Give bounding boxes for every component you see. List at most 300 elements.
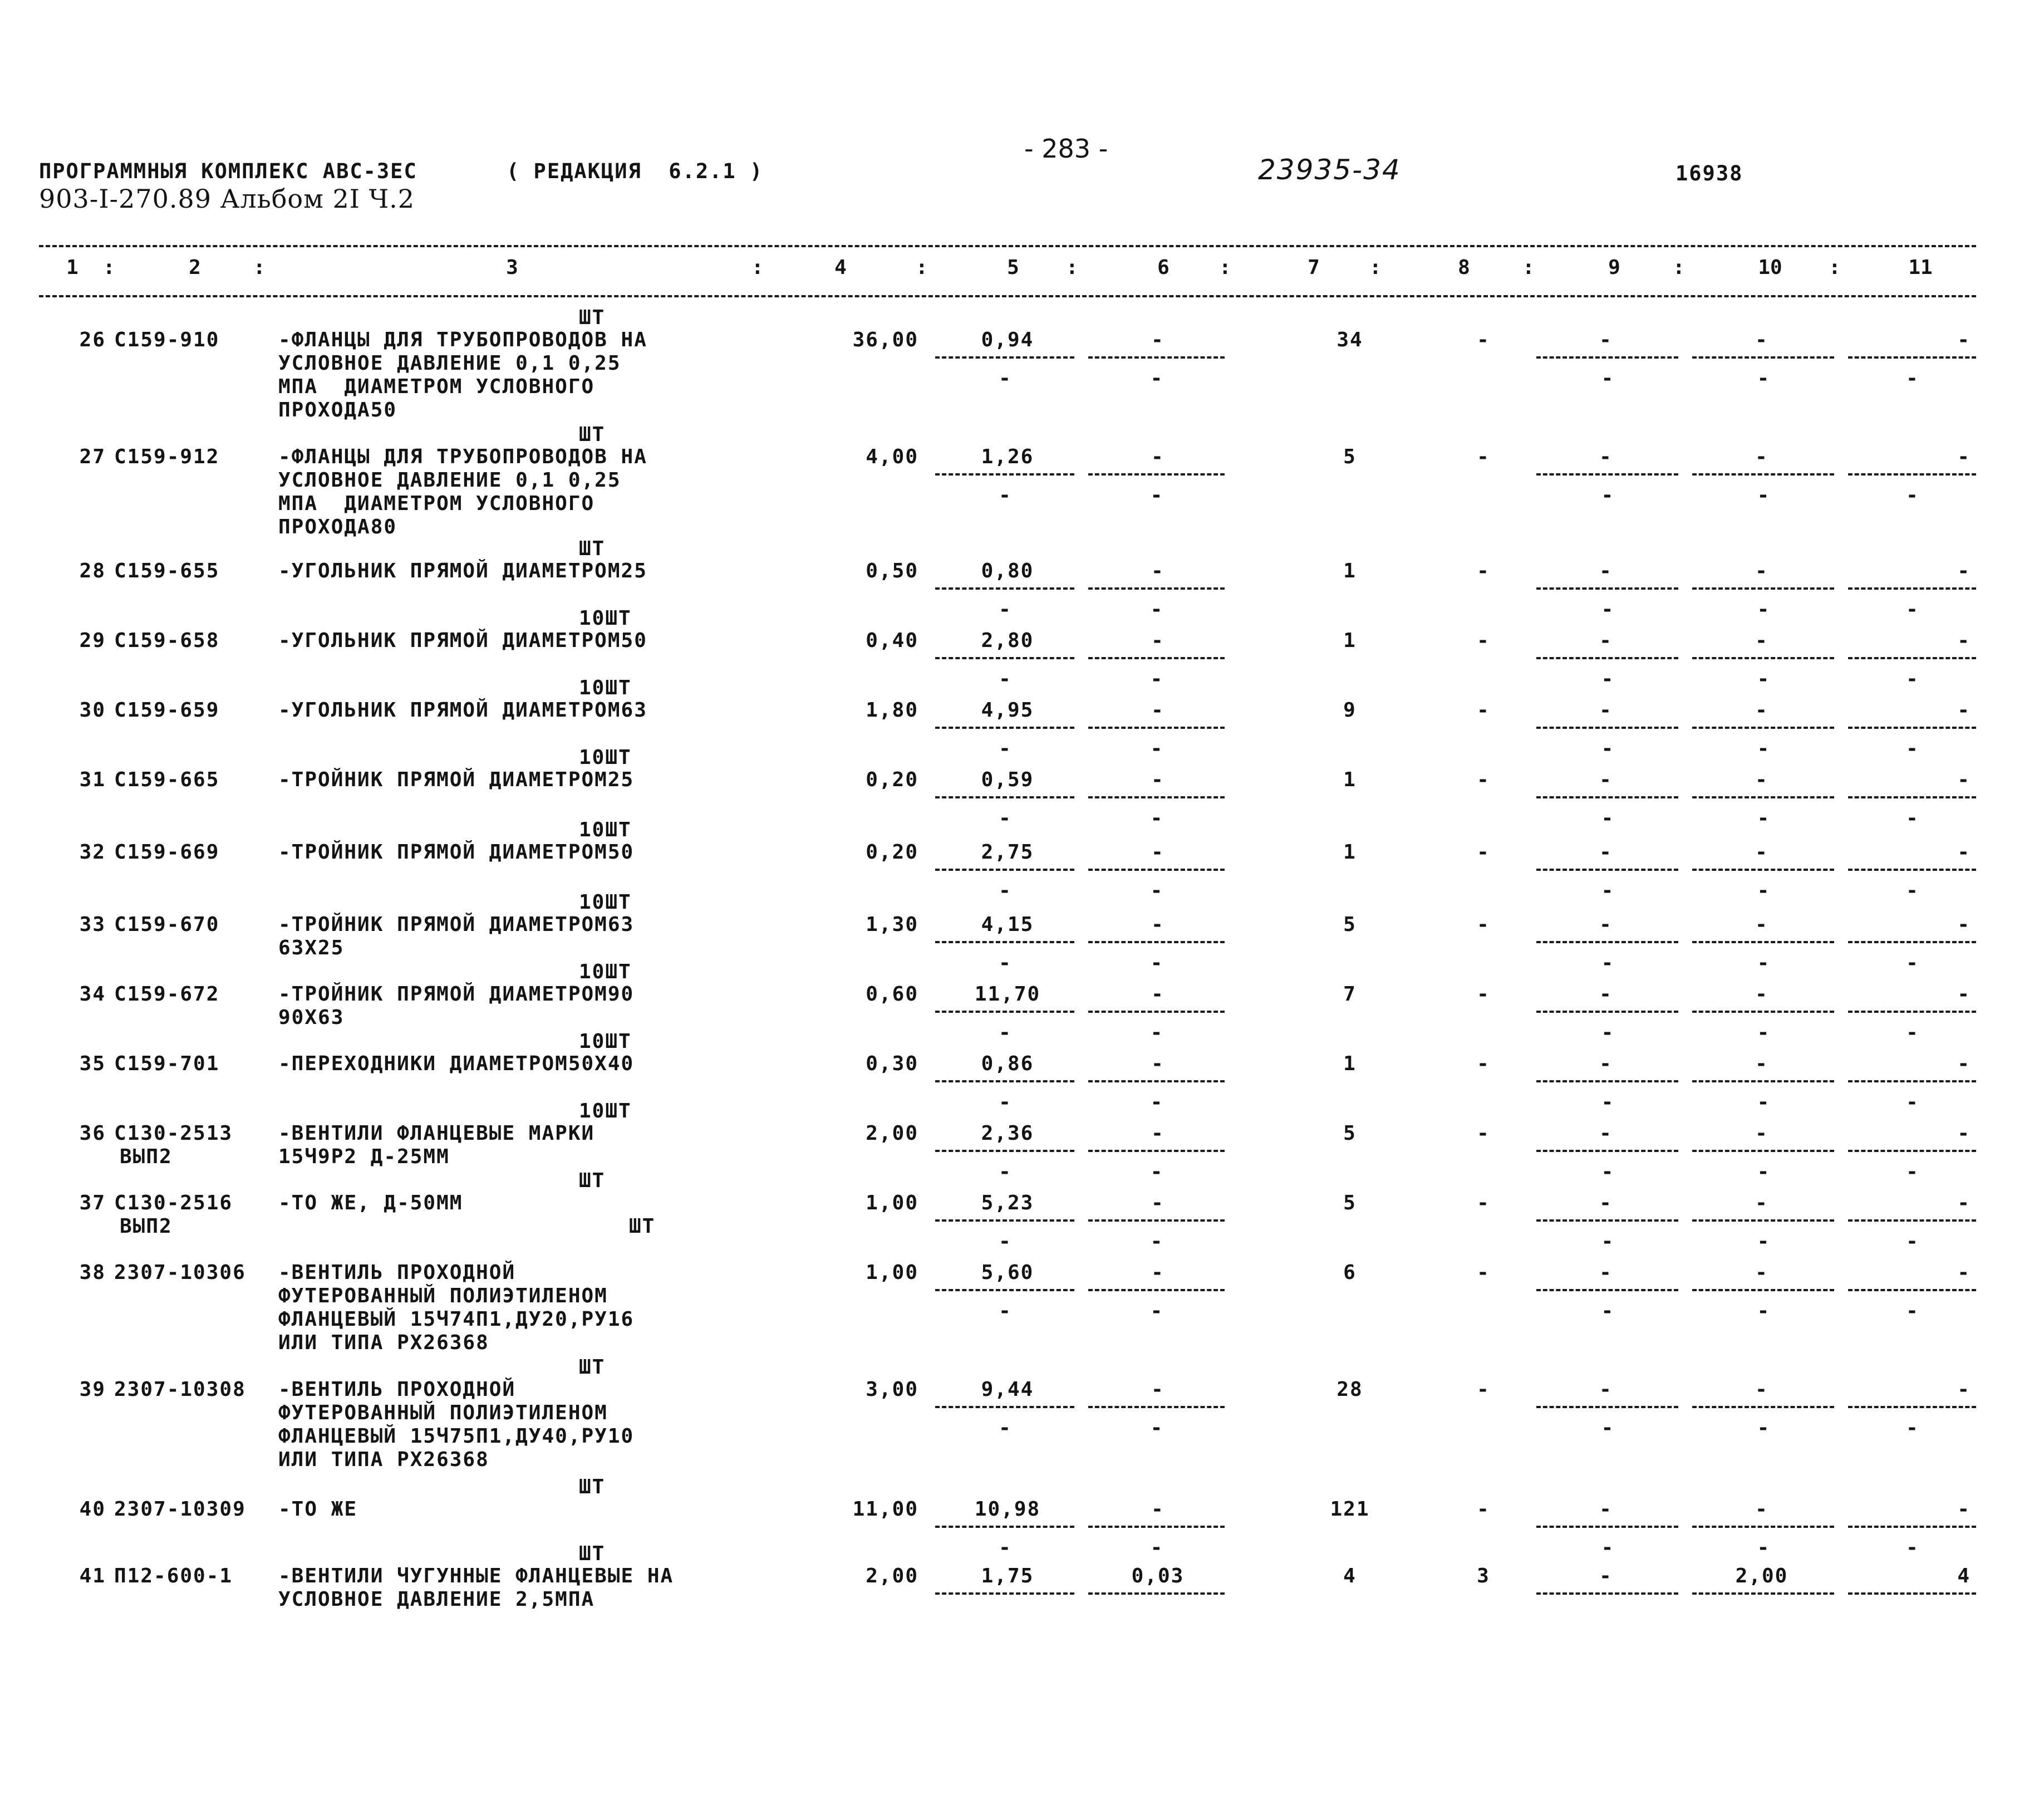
subtotal-rule (1692, 356, 1834, 359)
subtotal-rule (1088, 657, 1225, 659)
col6-value: - (1151, 1261, 1165, 1284)
item-description: ФЛАНЦЕВЫЙ 15Ч75П1,ДУ40,РУ10 (278, 1425, 635, 1448)
col5-subvalue: - (999, 879, 1011, 902)
row-number: 29 (79, 629, 106, 652)
col5-subvalue: - (999, 952, 1011, 974)
col11-value: - (1957, 1122, 1971, 1145)
col6-value: - (1151, 1122, 1165, 1145)
subtotal-rule (1848, 1592, 1976, 1595)
col5-subvalue: - (999, 668, 1011, 690)
col5-subvalue: - (999, 1536, 1011, 1559)
rate-code: 2307-10308 (114, 1378, 246, 1401)
unit-label: 10ШТ (579, 960, 632, 983)
subtotal-rule (935, 587, 1074, 590)
unit-label: ШТ (579, 306, 606, 329)
col5-subvalue: - (999, 484, 1011, 507)
rate-code: С159-658 (114, 629, 220, 652)
subtotal-rule (1088, 1289, 1225, 1291)
row-number: 32 (79, 841, 106, 864)
col5-subvalue: - (999, 737, 1011, 760)
item-description: -ВЕНТИЛИ ФЛАНЦЕВЫЕ МАРКИ (278, 1122, 595, 1145)
col10-value: - (1755, 1052, 1768, 1075)
col6-subvalue: - (1150, 1230, 1163, 1253)
subtotal-rule (1536, 796, 1678, 798)
subtotal-rule (1088, 1406, 1225, 1408)
col11-value: - (1957, 1052, 1971, 1075)
col10-value: - (1755, 1192, 1768, 1214)
subtotal-rule (1692, 587, 1834, 590)
column-separator: : (103, 256, 115, 279)
subtotal-rule (935, 1150, 1074, 1152)
col6-subvalue: - (1150, 1416, 1163, 1439)
subtotal-rule (935, 1526, 1074, 1528)
col10-subvalue: - (1757, 807, 1770, 830)
col7-value: 5 (1343, 913, 1357, 936)
subtotal-rule (1692, 727, 1834, 729)
column-header-3: 3 (506, 256, 518, 279)
col5-subvalue: - (999, 1300, 1011, 1322)
subtotal-rule (935, 473, 1074, 476)
col7-value: 1 (1343, 768, 1357, 791)
col5-subvalue: - (999, 807, 1011, 830)
col9-subvalue: - (1601, 1160, 1614, 1183)
col5-subvalue: - (999, 1091, 1011, 1114)
col11-subvalue: - (1906, 737, 1918, 760)
subtotal-rule (1088, 1150, 1225, 1152)
column-header-1: 1 (66, 256, 78, 279)
row-number: 36 (79, 1122, 106, 1145)
col10-subvalue: - (1757, 1230, 1770, 1253)
col5-subvalue: - (999, 367, 1011, 390)
header-rule-top (39, 245, 1976, 247)
quantity-value: 2,00 (866, 1565, 918, 1587)
col11-value: - (1957, 629, 1971, 652)
subtotal-rule (1848, 1219, 1976, 1222)
column-header-5: 5 (1007, 256, 1019, 279)
item-description: -ФЛАНЦЫ ДЛЯ ТРУБОПРОВОДОВ НА (278, 329, 647, 351)
subtotal-rule (1088, 1592, 1225, 1595)
unit-label: ШТ (579, 1542, 606, 1565)
col6-subvalue: - (1150, 367, 1163, 390)
col6-value: - (1151, 629, 1165, 652)
col10-subvalue: - (1757, 668, 1770, 690)
col9-value: - (1599, 983, 1613, 1006)
row-number: 30 (79, 699, 106, 722)
subtotal-rule (935, 356, 1074, 359)
col6-subvalue: - (1150, 1536, 1163, 1559)
cost-per-unit: 1,75 (981, 1565, 1034, 1587)
quantity-value: 1,00 (866, 1261, 918, 1284)
col9-value: - (1599, 329, 1613, 351)
col6-value: - (1151, 445, 1165, 468)
subtotal-rule (1848, 1526, 1976, 1528)
quantity-value: 1,80 (866, 699, 918, 722)
col9-subvalue: - (1601, 1021, 1614, 1044)
row-number: 35 (79, 1052, 106, 1075)
item-description: МПА ДИАМЕТРОМ УСЛОВНОГО (278, 375, 595, 398)
row-number: 40 (79, 1498, 106, 1521)
page-number: - 283 - (1024, 134, 1108, 164)
column-separator: : (253, 256, 266, 279)
col11-value: - (1957, 699, 1971, 722)
column-separator: : (1066, 256, 1078, 279)
col11-subvalue: - (1906, 1160, 1918, 1183)
quantity-value: 36,00 (852, 329, 918, 351)
col10-value: - (1755, 445, 1768, 468)
col6-value: - (1151, 1378, 1165, 1401)
col10-subvalue: - (1757, 598, 1770, 621)
col10-subvalue: - (1757, 879, 1770, 902)
subtotal-rule (1692, 1526, 1834, 1528)
row-number: 34 (79, 983, 106, 1006)
cost-per-unit: 1,26 (981, 445, 1034, 468)
subtotal-rule (1692, 1289, 1834, 1291)
col8-value: - (1477, 1052, 1490, 1075)
col11-value: - (1957, 1192, 1971, 1214)
subtotal-rule (1536, 1219, 1678, 1222)
col8-value: - (1477, 841, 1490, 864)
col9-subvalue: - (1601, 879, 1614, 902)
col6-value: - (1151, 768, 1165, 791)
subtotal-rule (1088, 1219, 1225, 1222)
col6-value: - (1151, 1498, 1165, 1521)
row-number: 38 (79, 1261, 106, 1284)
col8-value: - (1477, 329, 1490, 351)
col11-subvalue: - (1906, 1536, 1918, 1559)
col8-value: - (1477, 445, 1490, 468)
subtotal-rule (1692, 869, 1834, 871)
item-description: ФУТЕРОВАННЫЙ ПОЛИЭТИЛЕНОМ (278, 1401, 608, 1424)
item-description: ИЛИ ТИПА РХ26368 (278, 1331, 489, 1354)
col11-subvalue: - (1906, 1300, 1918, 1322)
cost-per-unit: 0,59 (981, 768, 1034, 791)
unit-label: 10ШТ (579, 818, 632, 841)
quantity-value: 0,50 (866, 560, 918, 582)
item-description: ПРОХОДА50 (278, 399, 397, 421)
col6-subvalue: - (1150, 598, 1163, 621)
row-number: 26 (79, 329, 106, 351)
row-number: 41 (79, 1565, 106, 1587)
unit-label: 10ШТ (579, 746, 632, 769)
col9-subvalue: - (1601, 1230, 1614, 1253)
unit-label: 10ШТ (579, 677, 632, 699)
subtotal-rule (1692, 941, 1834, 943)
unit-label: 10ШТ (579, 607, 632, 630)
cost-per-unit: 0,80 (981, 560, 1034, 582)
subtotal-rule (1536, 473, 1678, 476)
col8-value: - (1477, 913, 1490, 936)
subtotal-rule (1088, 1011, 1225, 1013)
col5-subvalue: - (999, 1416, 1011, 1439)
col10-value: - (1755, 983, 1768, 1006)
col6-value: - (1151, 983, 1165, 1006)
unit-label: 10ШТ (579, 1030, 632, 1053)
rate-code: П12-600-1 (114, 1565, 233, 1587)
col5-subvalue: - (999, 1230, 1011, 1253)
col6-value: - (1151, 329, 1165, 351)
col6-subvalue: - (1150, 807, 1163, 830)
col11-subvalue: - (1906, 1416, 1918, 1439)
column-header-10: 10 (1758, 256, 1782, 279)
item-description: МПА ДИАМЕТРОМ УСЛОВНОГО (278, 492, 595, 515)
col9-subvalue: - (1601, 737, 1614, 760)
cost-per-unit: 2,36 (981, 1122, 1034, 1145)
col11-value: 4 (1957, 1565, 1971, 1587)
col7-value: 1 (1343, 1052, 1357, 1075)
col10-subvalue: - (1757, 1091, 1770, 1114)
subtotal-rule (935, 941, 1074, 943)
unit-label: ШТ (629, 1215, 656, 1238)
col10-value: - (1755, 1378, 1768, 1401)
rate-code: 2307-10306 (114, 1261, 246, 1284)
col9-value: - (1599, 1122, 1613, 1145)
col9-subvalue: - (1601, 1416, 1614, 1439)
item-description: -УГОЛЬНИК ПРЯМОЙ ДИАМЕТРОМ25 (278, 560, 647, 582)
subtotal-rule (1848, 796, 1976, 798)
subtotal-rule (1848, 1011, 1976, 1013)
col10-value: 2,00 (1735, 1565, 1788, 1587)
item-description: УСЛОВНОЕ ДАВЛЕНИЕ 2,5МПА (278, 1588, 595, 1611)
item-description: -ТРОЙНИК ПРЯМОЙ ДИАМЕТРОМ25 (278, 768, 635, 791)
col11-subvalue: - (1906, 367, 1918, 390)
unit-label: ШТ (579, 1476, 606, 1498)
subtotal-rule (935, 869, 1074, 871)
subtotal-rule (1692, 1080, 1834, 1082)
item-description: -УГОЛЬНИК ПРЯМОЙ ДИАМЕТРОМ63 (278, 699, 647, 722)
subtotal-rule (1088, 587, 1225, 590)
col9-value: - (1599, 1192, 1613, 1214)
col9-subvalue: - (1601, 484, 1614, 507)
subtotal-rule (1692, 796, 1834, 798)
col10-subvalue: - (1757, 367, 1770, 390)
subtotal-rule (1536, 1592, 1678, 1595)
col9-value: - (1599, 841, 1613, 864)
col6-value: - (1151, 1192, 1165, 1214)
unit-label: ШТ (579, 537, 606, 560)
cost-per-unit: 2,80 (981, 629, 1034, 652)
quantity-value: 4,00 (866, 445, 918, 468)
col10-value: - (1755, 841, 1768, 864)
col11-subvalue: - (1906, 879, 1918, 902)
col8-value: - (1477, 768, 1490, 791)
subtotal-rule (935, 1289, 1074, 1291)
col10-subvalue: - (1757, 952, 1770, 974)
cost-per-unit: 4,95 (981, 699, 1034, 722)
rate-code: С159-665 (114, 768, 220, 791)
col11-value: - (1957, 560, 1971, 582)
column-header-2: 2 (189, 256, 201, 279)
cost-per-unit: 9,44 (981, 1378, 1034, 1401)
unit-label: ШТ (579, 1169, 606, 1192)
item-description: УСЛОВНОЕ ДАВЛЕНИЕ 0,1 0,25 (278, 469, 621, 492)
col9-value: - (1599, 1052, 1613, 1075)
quantity-value: 0,20 (866, 768, 918, 791)
subtotal-rule (1088, 1080, 1225, 1082)
col8-value: - (1477, 560, 1490, 582)
col11-subvalue: - (1906, 668, 1918, 690)
col10-value: - (1755, 699, 1768, 722)
cost-per-unit: 11,70 (974, 983, 1041, 1006)
row-number: 37 (79, 1192, 106, 1214)
col11-value: - (1957, 983, 1971, 1006)
subtotal-rule (1536, 727, 1678, 729)
rate-code-suffix: ВЫП2 (120, 1215, 173, 1238)
column-header-4: 4 (834, 256, 847, 279)
col9-value: - (1599, 913, 1613, 936)
col9-subvalue: - (1601, 598, 1614, 621)
col9-value: - (1599, 768, 1613, 791)
subtotal-rule (1536, 1289, 1678, 1291)
subtotal-rule (935, 1592, 1074, 1595)
col11-subvalue: - (1906, 1091, 1918, 1114)
quantity-value: 0,20 (866, 841, 918, 864)
col10-subvalue: - (1757, 1416, 1770, 1439)
column-separator: : (1829, 256, 1841, 279)
rate-code: С130-2513 (114, 1122, 233, 1145)
col9-value: - (1599, 629, 1613, 652)
subtotal-rule (1848, 657, 1976, 659)
col9-value: - (1599, 1565, 1613, 1587)
col11-value: - (1957, 1378, 1971, 1401)
item-description: -ТРОЙНИК ПРЯМОЙ ДИАМЕТРОМ50 (278, 841, 635, 864)
subtotal-rule (935, 1406, 1074, 1408)
item-description: -ФЛАНЦЫ ДЛЯ ТРУБОПРОВОДОВ НА (278, 445, 647, 468)
quantity-value: 2,00 (866, 1122, 918, 1145)
subtotal-rule (1536, 1080, 1678, 1082)
col10-subvalue: - (1757, 1021, 1770, 1044)
rate-code: С159-670 (114, 913, 220, 936)
column-separator: : (916, 256, 928, 279)
col10-value: - (1755, 1122, 1768, 1145)
col9-value: - (1599, 1261, 1613, 1284)
quantity-value: 0,30 (866, 1052, 918, 1075)
col6-subvalue: - (1150, 1160, 1163, 1183)
col10-subvalue: - (1757, 1160, 1770, 1183)
cost-per-unit: 10,98 (974, 1498, 1041, 1521)
col10-value: - (1755, 329, 1768, 351)
col8-value: - (1477, 1261, 1490, 1284)
subtotal-rule (1088, 796, 1225, 798)
quantity-value: 1,30 (866, 913, 918, 936)
col6-subvalue: - (1150, 952, 1163, 974)
subtotal-rule (1536, 1526, 1678, 1528)
column-separator: : (751, 256, 764, 279)
subtotal-rule (1848, 869, 1976, 871)
subtotal-rule (1536, 1011, 1678, 1013)
rate-code: С159-659 (114, 699, 220, 722)
col9-value: - (1599, 1378, 1613, 1401)
subtotal-rule (1088, 356, 1225, 359)
col7-value: 1 (1343, 629, 1357, 652)
subtotal-rule (1692, 1592, 1834, 1595)
cost-per-unit: 4,15 (981, 913, 1034, 936)
col11-subvalue: - (1906, 1021, 1918, 1044)
quantity-value: 1,00 (866, 1192, 918, 1214)
col10-value: - (1755, 629, 1768, 652)
quantity-value: 0,60 (866, 983, 918, 1006)
unit-label: 10ШТ (579, 891, 632, 914)
row-number: 33 (79, 913, 106, 936)
rate-code: С159-672 (114, 983, 220, 1006)
col7-value: 6 (1343, 1261, 1357, 1284)
rate-code: С130-2516 (114, 1192, 233, 1214)
sheet-code: 16938 (1676, 161, 1743, 185)
col9-subvalue: - (1601, 1300, 1614, 1322)
subtotal-rule (1692, 657, 1834, 659)
col11-value: - (1957, 913, 1971, 936)
col11-value: - (1957, 841, 1971, 864)
col10-subvalue: - (1757, 1300, 1770, 1322)
unit-label: ШТ (579, 1356, 606, 1379)
col7-value: 5 (1343, 445, 1357, 468)
col11-subvalue: - (1906, 598, 1918, 621)
item-description: 15Ч9Р2 Д-25ММ (278, 1145, 450, 1168)
col10-value: - (1755, 1498, 1768, 1521)
subtotal-rule (1848, 356, 1976, 359)
col8-value: 3 (1477, 1565, 1490, 1587)
subtotal-rule (1848, 1406, 1976, 1408)
cost-per-unit: 2,75 (981, 841, 1034, 864)
col11-value: - (1957, 1261, 1971, 1284)
col6-value: - (1151, 699, 1165, 722)
subtotal-rule (1536, 1406, 1678, 1408)
col11-value: - (1957, 329, 1971, 351)
item-description: ПРОХОДА80 (278, 516, 397, 538)
item-description: -ТРОЙНИК ПРЯМОЙ ДИАМЕТРОМ63 (278, 913, 635, 936)
subtotal-rule (1692, 1150, 1834, 1152)
col11-value: - (1957, 1498, 1971, 1521)
col8-value: - (1477, 699, 1490, 722)
subtotal-rule (1848, 473, 1976, 476)
subtotal-rule (1848, 941, 1976, 943)
item-description: -ВЕНТИЛЬ ПРОХОДНОЙ (278, 1261, 516, 1284)
col9-subvalue: - (1601, 1091, 1614, 1114)
album-label: 903-I-270.89 Альбом 2I Ч.2 (39, 184, 415, 214)
quantity-value: 3,00 (866, 1378, 918, 1401)
rate-code: С159-910 (114, 329, 220, 351)
column-header-8: 8 (1458, 256, 1470, 279)
subtotal-rule (935, 657, 1074, 659)
col7-value: 34 (1337, 329, 1363, 351)
col7-value: 1 (1343, 560, 1357, 582)
col9-subvalue: - (1601, 367, 1614, 390)
column-separator: : (1219, 256, 1231, 279)
row-number: 27 (79, 445, 106, 468)
unit-label: 10ШТ (579, 1100, 632, 1123)
cost-per-unit: 5,60 (981, 1261, 1034, 1284)
col9-subvalue: - (1601, 668, 1614, 690)
col9-subvalue: - (1601, 1536, 1614, 1559)
col11-subvalue: - (1906, 484, 1918, 507)
quantity-value: 11,00 (852, 1498, 918, 1521)
subtotal-rule (1692, 473, 1834, 476)
col5-subvalue: - (999, 1021, 1011, 1044)
col6-subvalue: - (1150, 879, 1163, 902)
col7-value: 9 (1343, 699, 1357, 722)
subtotal-rule (935, 1011, 1074, 1013)
col7-value: 121 (1330, 1498, 1370, 1521)
column-header-7: 7 (1308, 256, 1320, 279)
subtotal-rule (1848, 1150, 1976, 1152)
document-code: 23935-34 (1258, 154, 1401, 186)
col7-value: 7 (1343, 983, 1357, 1006)
subtotal-rule (1088, 941, 1225, 943)
column-header-11: 11 (1908, 256, 1933, 279)
subtotal-rule (1848, 1289, 1976, 1291)
col9-value: - (1599, 699, 1613, 722)
cost-per-unit: 0,94 (981, 329, 1034, 351)
col11-subvalue: - (1906, 952, 1918, 974)
